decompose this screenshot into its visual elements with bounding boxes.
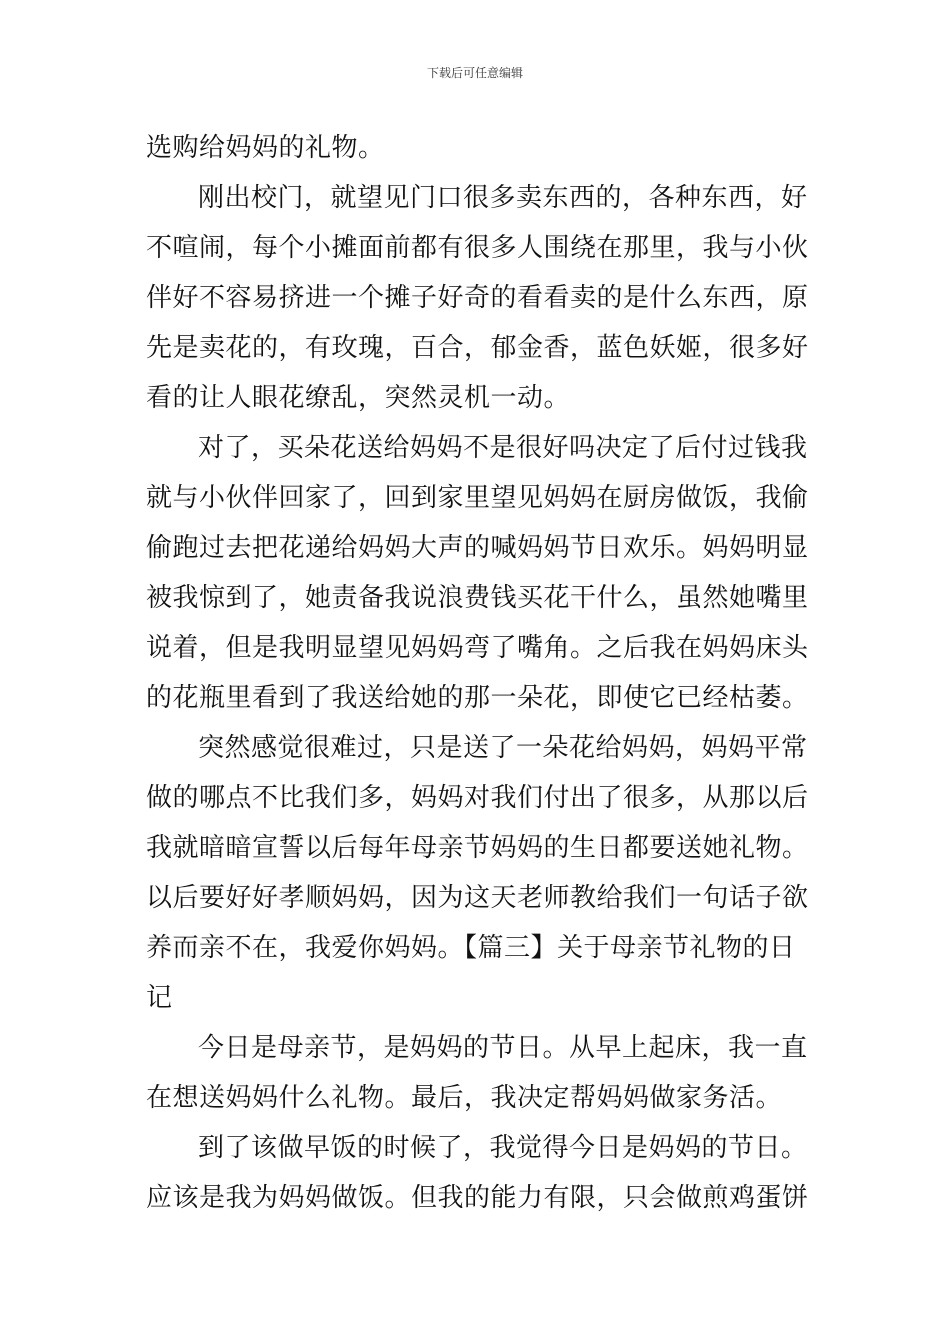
text-line: 我就暗暗宣誓以后每年母亲节妈妈的生日都要送她礼物。 <box>146 833 809 863</box>
text-line: 今日是母亲节，是妈妈的节日。从早上起床，我一直 <box>198 1033 808 1063</box>
text-line: 做的哪点不比我们多，妈妈对我们付出了很多，从那以后 <box>146 783 809 813</box>
text-line: 选购给妈妈的礼物。 <box>146 133 385 163</box>
text-line: 在想送妈妈什么礼物。最后，我决定帮妈妈做家务活。 <box>146 1083 783 1113</box>
text-line: 先是卖花的，有玫瑰，百合，郁金香，蓝色妖姬，很多好 <box>146 333 809 363</box>
text-line: 对了，买朵花送给妈妈不是很好吗决定了后付过钱我 <box>198 433 808 463</box>
text-line: 养而亲不在，我爱你妈妈。【篇三】关于母亲节礼物的日 <box>146 933 796 963</box>
text-line: 偷跑过去把花递给妈妈大声的喊妈妈节日欢乐。妈妈明显 <box>146 533 809 563</box>
text-line: 以后要好好孝顺妈妈，因为这天老师教给我们一句话子欲 <box>146 883 809 913</box>
text-line: 应该是我为妈妈做饭。但我的能力有限，只会做煎鸡蛋饼 <box>146 1183 809 1213</box>
text-line: 伴好不容易挤进一个摊子好奇的看看卖的是什么东西，原 <box>146 283 809 313</box>
text-line: 不喧闹，每个小摊面前都有很多人围绕在那里，我与小伙 <box>146 233 809 263</box>
text-line: 记 <box>146 983 173 1013</box>
text-line: 到了该做早饭的时候了，我觉得今日是妈妈的节日。 <box>198 1133 808 1163</box>
text-line: 说着，但是我明显望见妈妈弯了嘴角。之后我在妈妈床头 <box>146 633 809 663</box>
page-header: 下载后可任意编辑 <box>426 66 523 80</box>
text-line: 的花瓶里看到了我送给她的那一朵花，即使它已经枯萎。 <box>146 683 809 713</box>
text-line: 刚出校门，就望见门口很多卖东西的，各种东西，好 <box>198 183 808 213</box>
text-line: 看的让人眼花缭乱，突然灵机一动。 <box>146 383 571 413</box>
text-line: 突然感觉很难过，只是送了一朵花给妈妈，妈妈平常 <box>198 733 808 763</box>
text-line: 被我惊到了，她责备我说浪费钱买花干什么，虽然她嘴里 <box>146 583 809 613</box>
text-line: 就与小伙伴回家了，回到家里望见妈妈在厨房做饭，我偷 <box>146 483 809 513</box>
